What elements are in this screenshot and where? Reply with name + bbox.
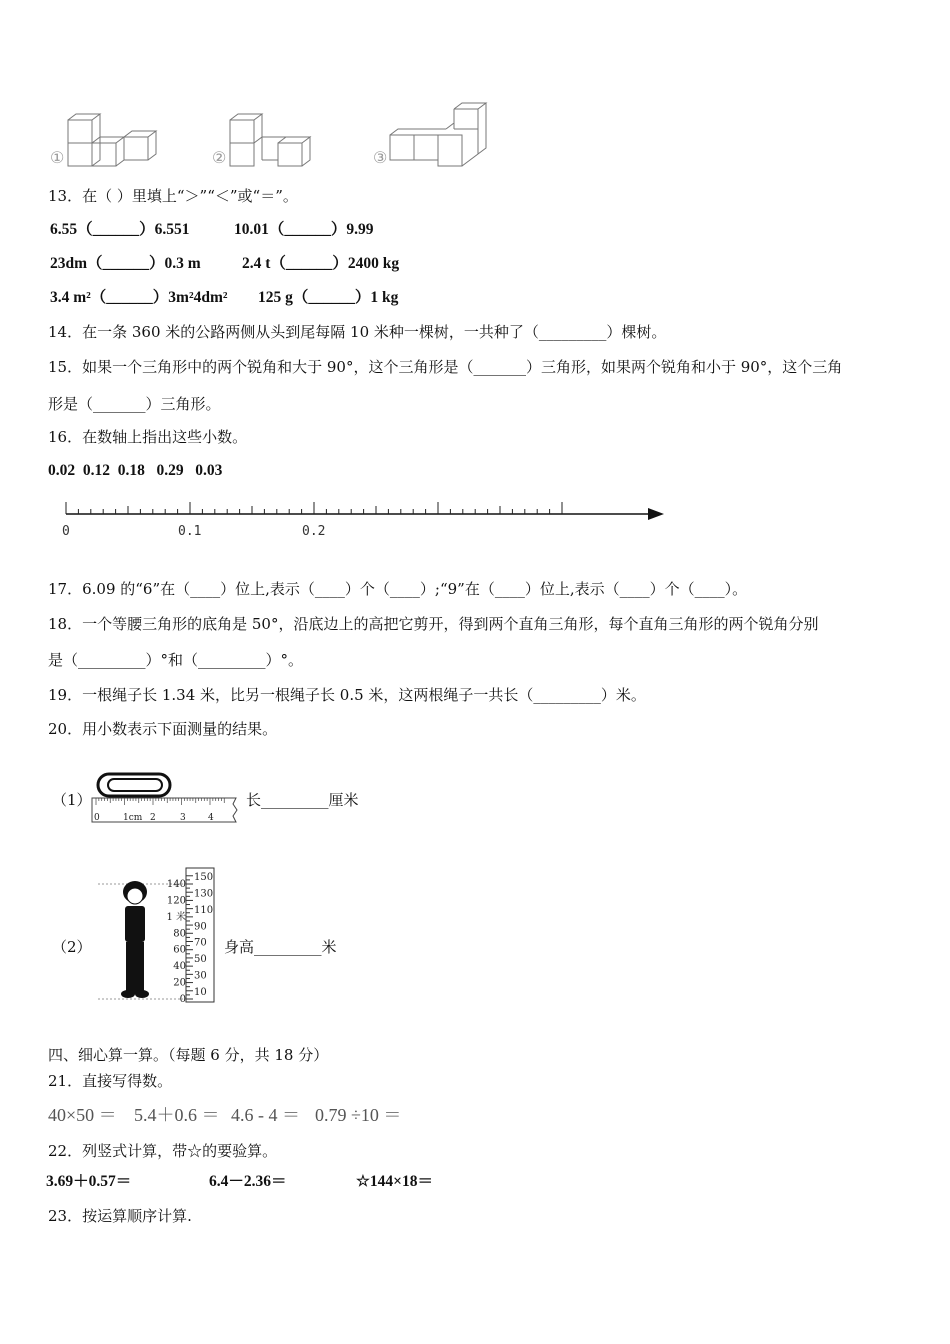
ruler-label: 3 [180,813,186,823]
q21-item: 5.4＋0.6 ＝ [134,1105,220,1125]
q23: 23．按运算顺序计算. [48,1207,192,1225]
q20-part2-label: （2） [52,938,92,956]
scale-left-label: 120 [166,895,186,907]
q16-title: 16．在数轴上指出这些小数。 [48,428,248,446]
q13-item: 3.4 m²（______）3m²4dm² [50,289,228,306]
scale-left-label: 1 米 [166,911,186,923]
q22-item: 6.4－2.36＝ [209,1173,287,1190]
ruler-label: 2 [150,813,156,823]
q19: 19．一根绳子长 1.34 米，比另一根绳子长 0.5 米，这两根绳子一共长（_________）米。 [48,686,646,704]
height-measure-figure [98,862,228,1007]
ruler-label: 4 [208,813,214,823]
q21-item: 40×50 ＝ [48,1105,117,1125]
section4-heading: 四、细心算一算。（每题 6 分，共 18 分） [48,1046,329,1064]
cube-figure-1 [68,114,156,166]
scale-right-label: 50 [194,954,207,966]
q15-line2: 形是（_______）三角形。 [48,395,221,413]
scale-right-label: 150 [194,872,214,883]
q13-item: 6.55（______）6.551 [50,221,190,238]
cube-label-2: ② [212,148,227,167]
scale-right-label: 10 [194,987,207,998]
cube-label-3: ③ [373,148,388,167]
scale-left-label: 20 [173,977,186,989]
scale-right-label: 130 [194,888,214,900]
scale-left-label: 40 [173,961,186,973]
scale-right-label: 70 [194,937,207,949]
q16-numbers: 0.02 0.12 0.18 0.29 0.03 [48,462,223,479]
cube-label-1: ① [50,148,65,167]
q21-title: 21．直接写得数。 [48,1072,173,1090]
q18-line1: 18．一个等腰三角形的底角是 50°，沿底边上的高把它剪开，得到两个直角三角形，每个直角三角形的两个锐角分别 [48,615,819,633]
q22-item: 3.69＋0.57＝ [46,1173,132,1190]
q18-line2: 是（_________）°和（_________）°。 [48,651,304,669]
ruler-label: 1cm [123,813,143,823]
q22-item: ☆144×18＝ [356,1173,433,1190]
q20-title: 20．用小数表示下面测量的结果。 [48,720,278,738]
arrow-icon [648,508,664,520]
ruler-label: 0 [94,813,100,823]
q14: 14．在一条 360 米的公路两侧从头到尾每隔 10 米种一棵树，一共种了（_________）棵树。 [48,323,667,341]
axis-label: 0 [62,524,70,539]
q20-part1-label: （1） [52,791,92,809]
scale-right-label: 110 [194,904,214,916]
q20-part1-answer: 长_________厘米 [246,791,359,809]
axis-label: 0.2 [302,524,326,539]
q13-item: 23dm（______）0.3 m [50,255,201,272]
scale-left-label: 0 [179,994,186,1005]
scale-left-label: 80 [173,928,186,940]
boy-figure [121,881,149,998]
scale-right-label: 30 [194,970,207,982]
q21-item: 0.79 ÷10 ＝ [315,1105,402,1125]
q20-part2-answer: 身高_________米 [224,938,337,956]
scale-left-label: 140 [166,879,186,890]
q22-title: 22．列竖式计算，带☆的要验算。 [48,1142,278,1160]
q13-title: 13．在（ ）里填上“＞”“＜”或“＝”。 [48,187,298,205]
cube-figures [40,95,520,175]
q17: 17．6.09 的“6”在（____）位上,表示（____）个（____）;“9”在（____）位上,表示（____）个（____）。 [48,580,748,598]
q13-item: 125 g（______）1 kg [258,289,399,306]
q13-item: 10.01（______）9.99 [234,221,374,238]
axis-label: 0.1 [178,524,202,539]
scale-right-label: 90 [194,921,207,933]
q21-item: 4.6 - 4 ＝ [231,1105,300,1125]
q15-line1: 15．如果一个三角形中的两个锐角和大于 90°，这个三角形是（_______）三角形，如果两个锐角和小于 90°，这个三角 [48,358,843,376]
paperclip-ruler-figure [90,762,240,832]
cube-figure-3 [390,103,486,166]
q13-item: 2.4 t（______）2400 kg [242,255,400,272]
scale-left-label: 60 [173,944,186,956]
number-line [0,495,700,555]
ruler [92,798,237,822]
cube-figure-2 [230,114,310,166]
